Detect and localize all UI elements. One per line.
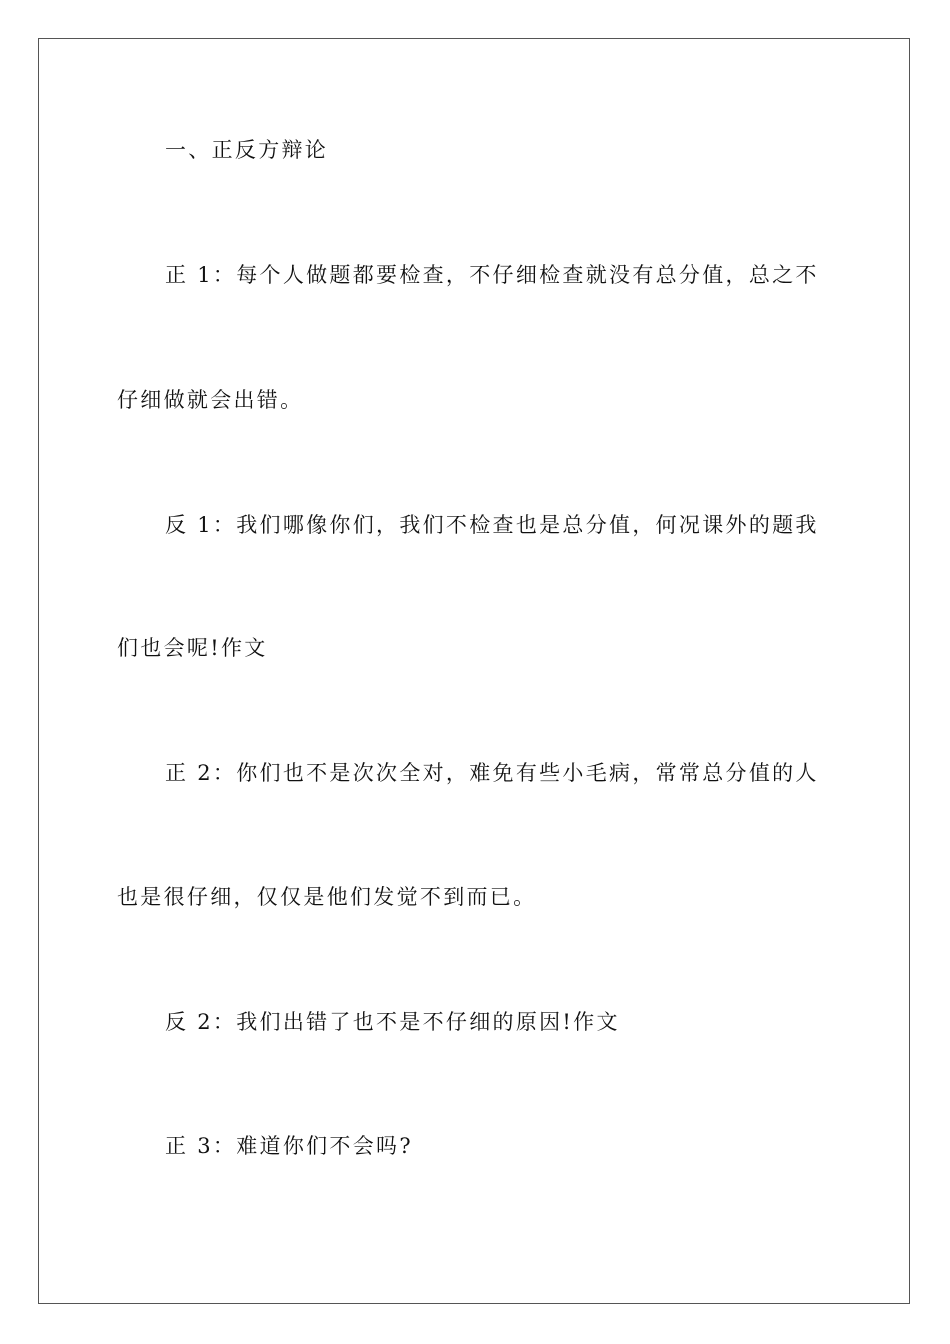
paragraph-line: 仔细做就会出错。 bbox=[117, 388, 304, 412]
paragraph-line: 正 1：每个人做题都要检查，不仔细检查就没有总分值，总之不 bbox=[165, 263, 819, 287]
paragraph-line: 正 2：你们也不是次次全对，难免有些小毛病，常常总分值的人 bbox=[165, 761, 819, 785]
paragraph-line: 也是很仔细，仅仅是他们发觉不到而已。 bbox=[117, 885, 537, 909]
paragraph-line: 反 2：我们出错了也不是不仔细的原因!作文 bbox=[165, 1010, 620, 1034]
paragraph-line: 们也会呢!作文 bbox=[117, 636, 268, 660]
section-heading: 一、正反方辩论 bbox=[165, 138, 329, 162]
paragraph-line: 正 3：难道你们不会吗? bbox=[165, 1134, 413, 1158]
page-border bbox=[38, 38, 910, 1304]
paragraph-line: 反 1：我们哪像你们，我们不检查也是总分值，何况课外的题我 bbox=[165, 513, 819, 537]
